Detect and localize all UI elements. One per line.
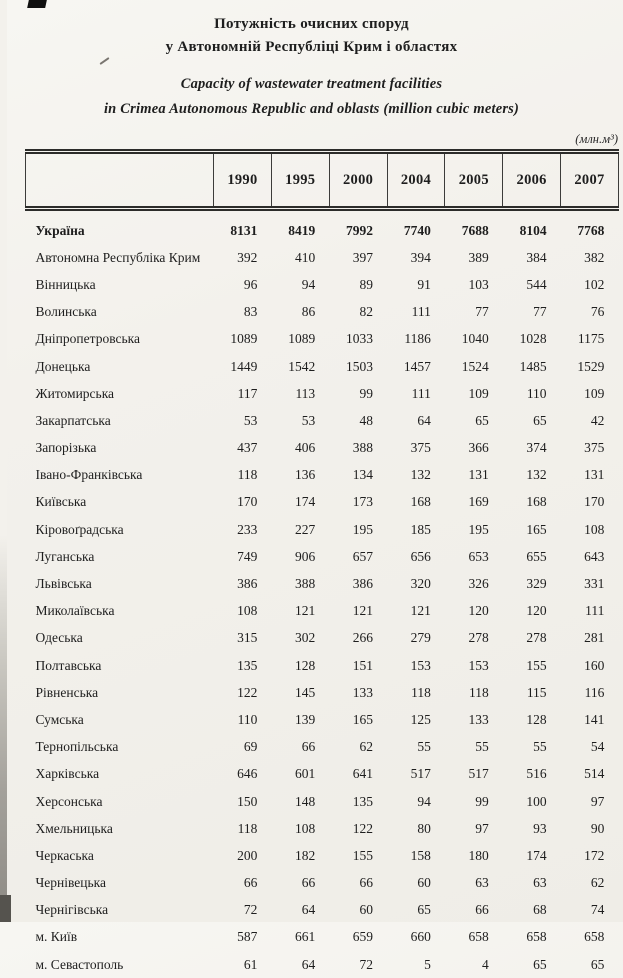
cell-value: 133 xyxy=(329,679,387,706)
cell-value: 7740 xyxy=(387,209,445,245)
cell-value: 1186 xyxy=(387,326,445,353)
row-label: Донецька xyxy=(26,353,214,380)
title-uk-line1: Потужність очисних споруд xyxy=(0,13,623,36)
cell-value: 437 xyxy=(214,435,272,462)
cell-value: 139 xyxy=(271,706,329,733)
cell-value: 389 xyxy=(445,244,503,271)
cell-value: 182 xyxy=(271,842,329,869)
title-block xyxy=(0,0,623,122)
table-row xyxy=(26,516,619,543)
cell-value: 227 xyxy=(271,516,329,543)
cell-value: 1175 xyxy=(561,326,619,353)
cell-value: 1040 xyxy=(445,326,503,353)
cell-value: 643 xyxy=(561,543,619,570)
cell-value: 125 xyxy=(387,706,445,733)
cell-value: 117 xyxy=(214,380,272,407)
cell-value: 53 xyxy=(271,407,329,434)
cell-value: 1028 xyxy=(503,326,561,353)
cell-value: 60 xyxy=(329,897,387,924)
table-row xyxy=(26,326,619,353)
table-row xyxy=(26,244,619,271)
cell-value: 906 xyxy=(271,543,329,570)
table-row xyxy=(26,842,619,869)
table-row xyxy=(26,734,619,761)
cell-value: 135 xyxy=(329,788,387,815)
cell-value: 69 xyxy=(214,734,272,761)
cell-value: 165 xyxy=(329,706,387,733)
cell-value: 109 xyxy=(561,380,619,407)
cell-value: 233 xyxy=(214,516,272,543)
title-en-line2: in Crimea Autonomous Republic and oblasts (million cubic meters) xyxy=(0,97,623,122)
cell-value: 65 xyxy=(387,897,445,924)
cell-value: 42 xyxy=(561,407,619,434)
cell-value: 315 xyxy=(214,625,272,652)
cell-value: 132 xyxy=(503,462,561,489)
cell-value: 1457 xyxy=(387,353,445,380)
cell-value: 135 xyxy=(214,652,272,679)
cell-value: 655 xyxy=(503,543,561,570)
scan-artifact-blob xyxy=(0,895,11,922)
cell-value: 659 xyxy=(329,924,387,951)
cell-value: 108 xyxy=(214,598,272,625)
cell-value: 145 xyxy=(271,679,329,706)
row-label: Кіровоґрадська xyxy=(26,516,214,543)
cell-value: 656 xyxy=(387,543,445,570)
row-label: Вінницька xyxy=(26,271,214,298)
cell-value: 121 xyxy=(387,598,445,625)
cell-value: 1089 xyxy=(214,326,272,353)
cell-value: 386 xyxy=(214,570,272,597)
cell-value: 320 xyxy=(387,570,445,597)
cell-value: 155 xyxy=(503,652,561,679)
cell-value: 170 xyxy=(561,489,619,516)
table-row xyxy=(26,625,619,652)
cell-value: 68 xyxy=(503,897,561,924)
cell-value: 62 xyxy=(561,870,619,897)
table-row xyxy=(26,598,619,625)
cell-value: 100 xyxy=(503,788,561,815)
cell-value: 151 xyxy=(329,652,387,679)
cell-value: 329 xyxy=(503,570,561,597)
cell-value: 172 xyxy=(561,842,619,869)
title-en-line1: Capacity of wastewater treatment facilities xyxy=(0,72,623,97)
table-row xyxy=(26,209,619,245)
cell-value: 131 xyxy=(445,462,503,489)
cell-value: 388 xyxy=(329,435,387,462)
header-label-cell xyxy=(26,152,214,209)
cell-value: 128 xyxy=(503,706,561,733)
row-label: Полтавська xyxy=(26,652,214,679)
cell-value: 185 xyxy=(387,516,445,543)
cell-value: 406 xyxy=(271,435,329,462)
table-row xyxy=(26,788,619,815)
cell-value: 1033 xyxy=(329,326,387,353)
cell-value: 108 xyxy=(561,516,619,543)
table-row xyxy=(26,815,619,842)
cell-value: 382 xyxy=(561,244,619,271)
cell-value: 392 xyxy=(214,244,272,271)
cell-value: 1449 xyxy=(214,353,272,380)
scan-edge-shadow xyxy=(0,0,7,922)
cell-value: 121 xyxy=(329,598,387,625)
row-label: Дніпропетровська xyxy=(26,326,214,353)
row-label: м. Київ xyxy=(26,924,214,951)
cell-value: 89 xyxy=(329,271,387,298)
row-label: Львівська xyxy=(26,570,214,597)
cell-value: 91 xyxy=(387,271,445,298)
cell-value: 122 xyxy=(329,815,387,842)
cell-value: 174 xyxy=(503,842,561,869)
cell-value: 1485 xyxy=(503,353,561,380)
table-row xyxy=(26,271,619,298)
cell-value: 281 xyxy=(561,625,619,652)
cell-value: 133 xyxy=(445,706,503,733)
cell-value: 8104 xyxy=(503,209,561,245)
row-label: Миколаївська xyxy=(26,598,214,625)
cell-value: 150 xyxy=(214,788,272,815)
cell-value: 131 xyxy=(561,462,619,489)
cell-value: 53 xyxy=(214,407,272,434)
cell-value: 99 xyxy=(445,788,503,815)
table-row xyxy=(26,951,619,978)
cell-value: 173 xyxy=(329,489,387,516)
cell-value: 48 xyxy=(329,407,387,434)
cell-value: 195 xyxy=(329,516,387,543)
table-row xyxy=(26,543,619,570)
cell-value: 110 xyxy=(214,706,272,733)
table-row xyxy=(26,489,619,516)
cell-value: 115 xyxy=(503,679,561,706)
cell-value: 1089 xyxy=(271,326,329,353)
cell-value: 102 xyxy=(561,271,619,298)
row-label: Закарпатська xyxy=(26,407,214,434)
cell-value: 160 xyxy=(561,652,619,679)
cell-value: 1503 xyxy=(329,353,387,380)
row-label: Одеська xyxy=(26,625,214,652)
row-label: Чернівецька xyxy=(26,870,214,897)
cell-value: 514 xyxy=(561,761,619,788)
cell-value: 658 xyxy=(561,924,619,951)
row-label: Житомирська xyxy=(26,380,214,407)
cell-value: 658 xyxy=(445,924,503,951)
row-label: Запорізька xyxy=(26,435,214,462)
cell-value: 153 xyxy=(445,652,503,679)
cell-value: 65 xyxy=(445,407,503,434)
cell-value: 64 xyxy=(387,407,445,434)
cell-value: 148 xyxy=(271,788,329,815)
header-year: 2006 xyxy=(503,152,561,209)
cell-value: 111 xyxy=(387,380,445,407)
cell-value: 266 xyxy=(329,625,387,652)
cell-value: 111 xyxy=(561,598,619,625)
table-header xyxy=(26,152,619,209)
cell-value: 72 xyxy=(329,951,387,978)
cell-value: 62 xyxy=(329,734,387,761)
row-label: Україна xyxy=(26,209,214,245)
cell-value: 72 xyxy=(214,897,272,924)
cell-value: 60 xyxy=(387,870,445,897)
row-label: Луганська xyxy=(26,543,214,570)
cell-value: 122 xyxy=(214,679,272,706)
cell-value: 99 xyxy=(329,380,387,407)
cell-value: 278 xyxy=(503,625,561,652)
cell-value: 97 xyxy=(561,788,619,815)
cell-value: 7992 xyxy=(329,209,387,245)
cell-value: 65 xyxy=(503,407,561,434)
cell-value: 7688 xyxy=(445,209,503,245)
cell-value: 375 xyxy=(561,435,619,462)
cell-value: 155 xyxy=(329,842,387,869)
cell-value: 384 xyxy=(503,244,561,271)
cell-value: 64 xyxy=(271,951,329,978)
table-row xyxy=(26,924,619,951)
cell-value: 279 xyxy=(387,625,445,652)
cell-value: 661 xyxy=(271,924,329,951)
cell-value: 65 xyxy=(503,951,561,978)
header-year: 2007 xyxy=(561,152,619,209)
table-row xyxy=(26,870,619,897)
table-row xyxy=(26,462,619,489)
cell-value: 410 xyxy=(271,244,329,271)
table-row xyxy=(26,299,619,326)
cell-value: 165 xyxy=(503,516,561,543)
cell-value: 331 xyxy=(561,570,619,597)
cell-value: 108 xyxy=(271,815,329,842)
cell-value: 132 xyxy=(387,462,445,489)
cell-value: 366 xyxy=(445,435,503,462)
cell-value: 94 xyxy=(387,788,445,815)
cell-value: 77 xyxy=(445,299,503,326)
cell-value: 74 xyxy=(561,897,619,924)
cell-value: 86 xyxy=(271,299,329,326)
table-row xyxy=(26,897,619,924)
cell-value: 65 xyxy=(561,951,619,978)
cell-value: 5 xyxy=(387,951,445,978)
row-label: м. Севастополь xyxy=(26,951,214,978)
cell-value: 77 xyxy=(503,299,561,326)
cell-value: 90 xyxy=(561,815,619,842)
cell-value: 76 xyxy=(561,299,619,326)
cell-value: 153 xyxy=(387,652,445,679)
cell-value: 169 xyxy=(445,489,503,516)
cell-value: 657 xyxy=(329,543,387,570)
cell-value: 195 xyxy=(445,516,503,543)
cell-value: 120 xyxy=(503,598,561,625)
table-row xyxy=(26,706,619,733)
cell-value: 158 xyxy=(387,842,445,869)
cell-value: 1529 xyxy=(561,353,619,380)
cell-value: 394 xyxy=(387,244,445,271)
cell-value: 63 xyxy=(445,870,503,897)
row-label: Автономна Республіка Крим xyxy=(26,244,214,271)
cell-value: 111 xyxy=(387,299,445,326)
cell-value: 82 xyxy=(329,299,387,326)
cell-value: 388 xyxy=(271,570,329,597)
cell-value: 134 xyxy=(329,462,387,489)
header-year: 1990 xyxy=(214,152,272,209)
cell-value: 302 xyxy=(271,625,329,652)
cell-value: 54 xyxy=(561,734,619,761)
cell-value: 174 xyxy=(271,489,329,516)
table-row xyxy=(26,570,619,597)
cell-value: 278 xyxy=(445,625,503,652)
title-uk-line2: у Автономній Республіці Крим і областях xyxy=(0,36,623,59)
table-row xyxy=(26,761,619,788)
cell-value: 118 xyxy=(214,815,272,842)
cell-value: 200 xyxy=(214,842,272,869)
cell-value: 66 xyxy=(271,870,329,897)
cell-value: 7768 xyxy=(561,209,619,245)
cell-value: 516 xyxy=(503,761,561,788)
cell-value: 121 xyxy=(271,598,329,625)
cell-value: 63 xyxy=(503,870,561,897)
cell-value: 55 xyxy=(445,734,503,761)
cell-value: 8131 xyxy=(214,209,272,245)
row-label: Рівненська xyxy=(26,679,214,706)
cell-value: 641 xyxy=(329,761,387,788)
cell-value: 326 xyxy=(445,570,503,597)
cell-value: 517 xyxy=(445,761,503,788)
cell-value: 120 xyxy=(445,598,503,625)
cell-value: 118 xyxy=(214,462,272,489)
cell-value: 55 xyxy=(387,734,445,761)
cell-value: 168 xyxy=(503,489,561,516)
cell-value: 118 xyxy=(445,679,503,706)
cell-value: 96 xyxy=(214,271,272,298)
row-label: Хмельницька xyxy=(26,815,214,842)
header-year: 2005 xyxy=(445,152,503,209)
cell-value: 517 xyxy=(387,761,445,788)
cell-value: 660 xyxy=(387,924,445,951)
cell-value: 141 xyxy=(561,706,619,733)
row-label: Чернігівська xyxy=(26,897,214,924)
cell-value: 109 xyxy=(445,380,503,407)
cell-value: 94 xyxy=(271,271,329,298)
cell-value: 66 xyxy=(271,734,329,761)
row-label: Тернопільська xyxy=(26,734,214,761)
cell-value: 55 xyxy=(503,734,561,761)
cell-value: 601 xyxy=(271,761,329,788)
cell-value: 375 xyxy=(387,435,445,462)
cell-value: 397 xyxy=(329,244,387,271)
cell-value: 110 xyxy=(503,380,561,407)
row-label: Київська xyxy=(26,489,214,516)
cell-value: 374 xyxy=(503,435,561,462)
unit-label: (млн.м³) xyxy=(25,132,620,147)
table-row xyxy=(26,652,619,679)
row-label: Херсонська xyxy=(26,788,214,815)
row-label: Черкаська xyxy=(26,842,214,869)
row-label: Івано-Франківська xyxy=(26,462,214,489)
cell-value: 66 xyxy=(214,870,272,897)
cell-value: 66 xyxy=(445,897,503,924)
table-row xyxy=(26,679,619,706)
cell-value: 749 xyxy=(214,543,272,570)
cell-value: 658 xyxy=(503,924,561,951)
header-year: 1995 xyxy=(271,152,329,209)
cell-value: 168 xyxy=(387,489,445,516)
table-header-row xyxy=(26,152,619,209)
cell-value: 170 xyxy=(214,489,272,516)
table-body xyxy=(26,209,619,978)
cell-value: 118 xyxy=(387,679,445,706)
table-row xyxy=(26,353,619,380)
row-label: Харківська xyxy=(26,761,214,788)
cell-value: 544 xyxy=(503,271,561,298)
cell-value: 180 xyxy=(445,842,503,869)
capacity-table xyxy=(25,149,619,978)
cell-value: 80 xyxy=(387,815,445,842)
cell-value: 93 xyxy=(503,815,561,842)
scan-artifact-mark xyxy=(27,0,47,8)
cell-value: 653 xyxy=(445,543,503,570)
cell-value: 113 xyxy=(271,380,329,407)
cell-value: 66 xyxy=(329,870,387,897)
row-label: Сумська xyxy=(26,706,214,733)
cell-value: 587 xyxy=(214,924,272,951)
cell-value: 83 xyxy=(214,299,272,326)
cell-value: 136 xyxy=(271,462,329,489)
header-year: 2004 xyxy=(387,152,445,209)
cell-value: 1524 xyxy=(445,353,503,380)
cell-value: 4 xyxy=(445,951,503,978)
cell-value: 64 xyxy=(271,897,329,924)
cell-value: 386 xyxy=(329,570,387,597)
cell-value: 1542 xyxy=(271,353,329,380)
cell-value: 61 xyxy=(214,951,272,978)
table-row xyxy=(26,380,619,407)
table-row xyxy=(26,407,619,434)
cell-value: 8419 xyxy=(271,209,329,245)
cell-value: 103 xyxy=(445,271,503,298)
cell-value: 97 xyxy=(445,815,503,842)
table-row xyxy=(26,435,619,462)
cell-value: 646 xyxy=(214,761,272,788)
cell-value: 128 xyxy=(271,652,329,679)
header-year: 2000 xyxy=(329,152,387,209)
row-label: Волинська xyxy=(26,299,214,326)
cell-value: 116 xyxy=(561,679,619,706)
